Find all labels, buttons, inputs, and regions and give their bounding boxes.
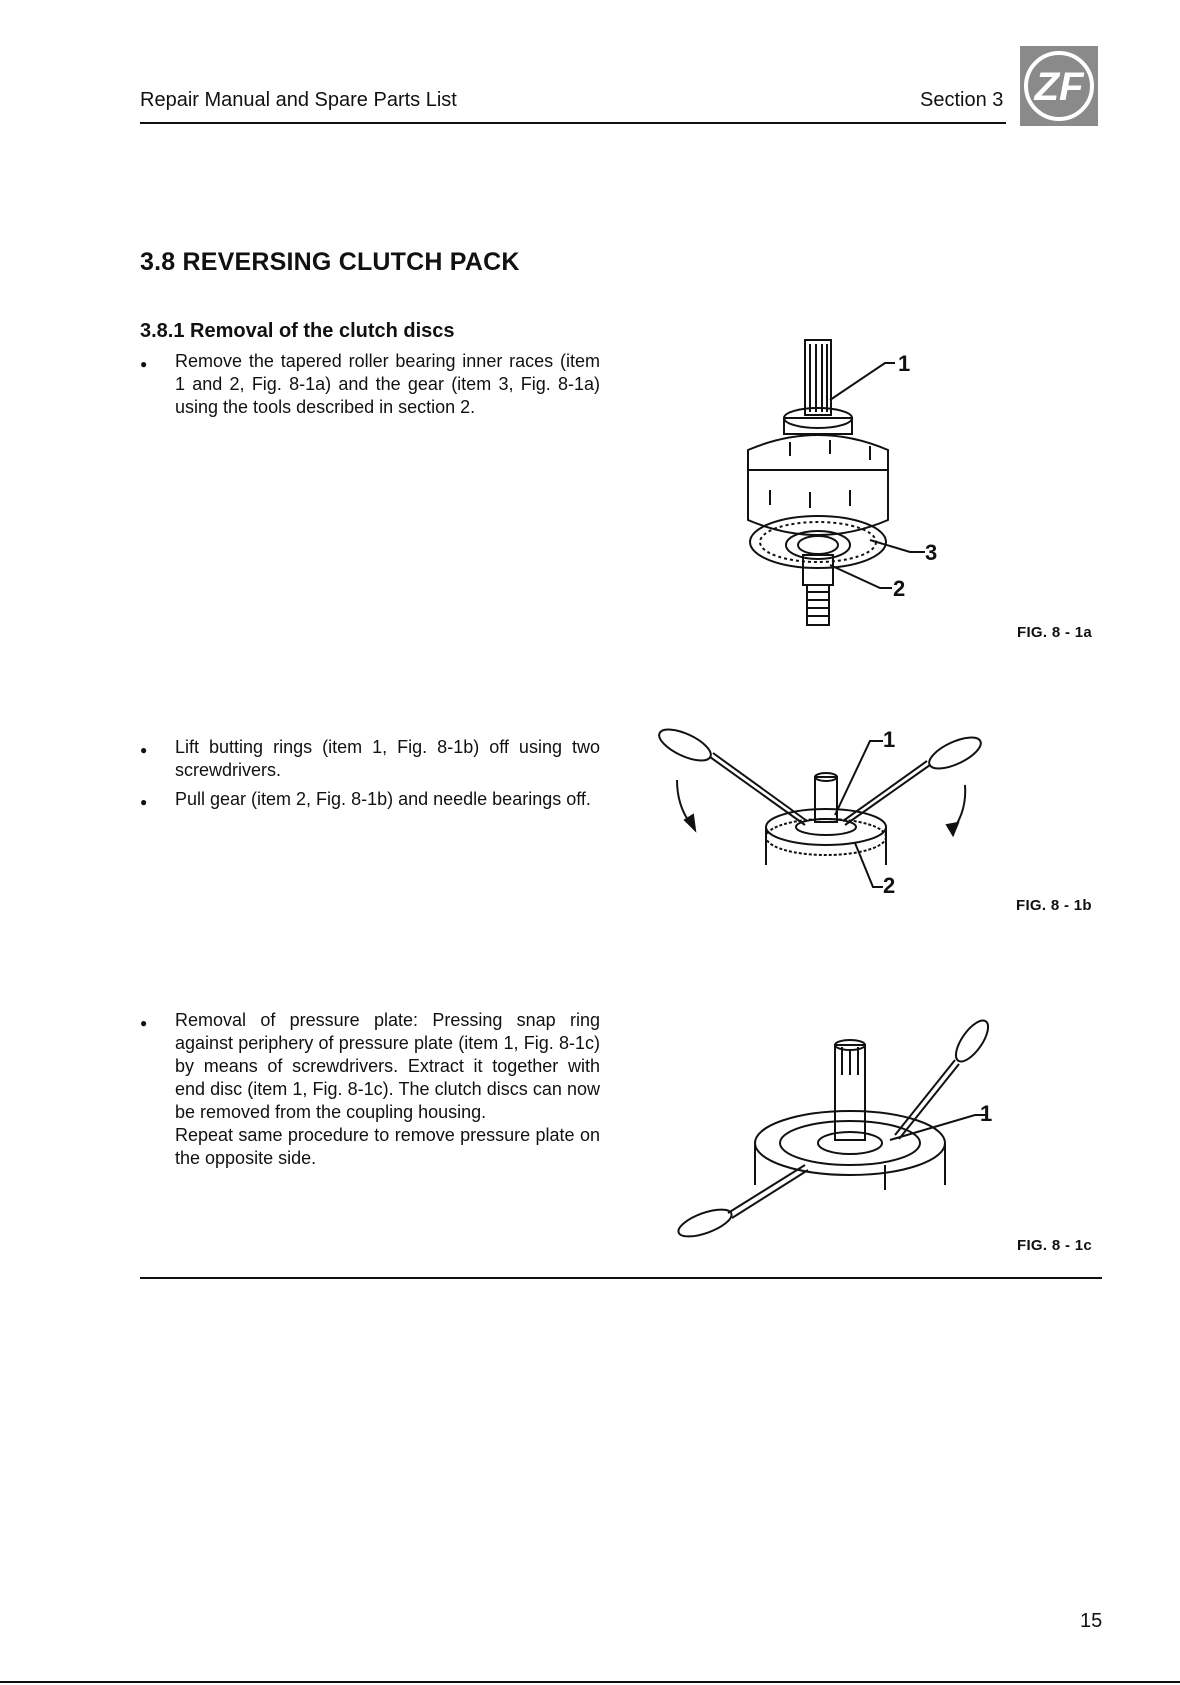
bullet-dot: ● xyxy=(140,357,148,371)
instruction-text: Remove the tapered roller bearing inner races (item 1 and 2, Fig. 8-1a) and the gear (item 3, Fig. 8-1a) using the tools described in section 2. xyxy=(175,351,600,417)
zf-logo xyxy=(1020,46,1098,126)
instruction-text: Repeat same procedure to remove pressure plate on the opposite side. xyxy=(175,1125,600,1168)
instruction-block-2 xyxy=(175,736,600,815)
instruction-text: Removal of pressure plate: Pressing snap ring against periphery of pressure plate (item 1, Fig. 8-1c) by means of screwdrivers. Extract it together with end disc (item 1, Fig. 8-1c). The clutch discs can now be removed from the coupling housing. xyxy=(175,1010,600,1122)
figure-caption: FIG. 8 - 1b xyxy=(1016,897,1092,914)
instruction-block-3 xyxy=(175,1009,600,1174)
figure-caption: FIG. 8 - 1a xyxy=(1017,624,1092,641)
bullet-dot: ● xyxy=(140,743,148,757)
figure-caption: FIG. 8 - 1c xyxy=(1017,1237,1092,1254)
subsection-title: 3.8.1 Removal of the clutch discs xyxy=(140,320,455,342)
instruction-text: Lift butting rings (item 1, Fig. 8-1b) off using two screwdrivers. xyxy=(175,737,600,780)
instruction-block-1 xyxy=(175,350,600,423)
callout-2: 2 xyxy=(893,576,906,601)
page-number: 15 xyxy=(1080,1610,1103,1632)
figure-8-1c xyxy=(670,1015,1000,1245)
callout-3: 3 xyxy=(925,540,938,565)
bullet-dot: ● xyxy=(140,1016,148,1030)
figure-8-1a xyxy=(730,330,960,640)
instruction-text: Pull gear (item 2, Fig. 8-1b) and needle bearings off. xyxy=(175,789,591,809)
logo-text: ZF xyxy=(1034,65,1084,109)
callout-2: 2 xyxy=(883,873,896,898)
content-bottom-rule xyxy=(140,1277,1102,1279)
bullet-dot: ● xyxy=(140,795,148,809)
figure-8-1b xyxy=(655,725,995,910)
section-label: Section 3 xyxy=(920,89,1004,111)
page-edge-line xyxy=(0,1681,1180,1683)
callout-1: 1 xyxy=(980,1101,993,1126)
header-rule xyxy=(140,122,1006,124)
callout-1: 1 xyxy=(898,351,911,376)
section-title: 3.8 REVERSING CLUTCH PACK xyxy=(140,248,520,276)
header-title: Repair Manual and Spare Parts List xyxy=(140,89,457,111)
callout-1: 1 xyxy=(883,727,896,752)
